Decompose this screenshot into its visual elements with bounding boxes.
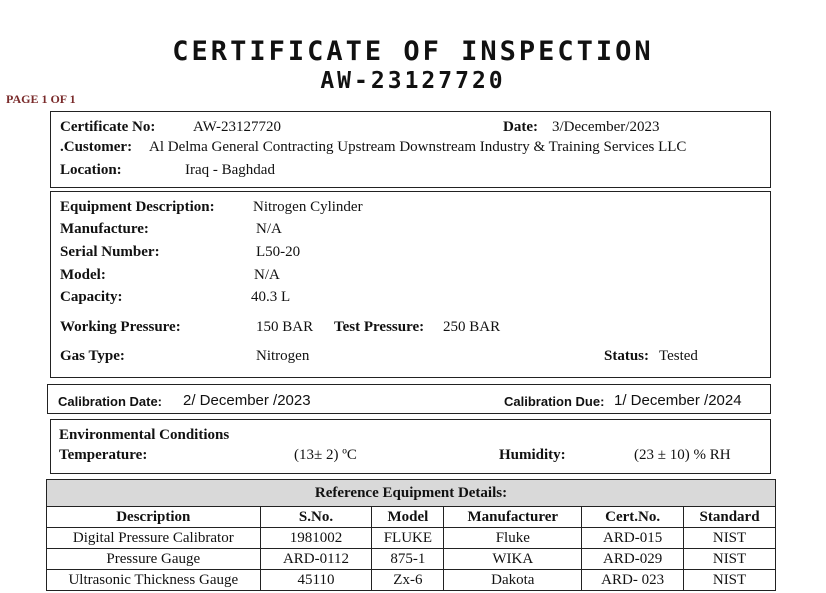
cell-cert-no: ARD-015	[582, 528, 684, 549]
customer-label: .Customer:	[60, 139, 133, 155]
cell-description: Pressure Gauge	[47, 549, 261, 570]
date-value: 3/December/2023	[552, 119, 660, 135]
col-serial-no: S.No.	[260, 507, 372, 528]
col-standard: Standard	[684, 507, 776, 528]
equipment-description-value: Nitrogen Cylinder	[253, 199, 363, 215]
test-pressure-value: 250 BAR	[443, 319, 501, 335]
location-value: Iraq - Baghdad	[185, 162, 275, 178]
certificate-code: AW-23127720	[320, 68, 506, 94]
cell-serial-no: 1981002	[260, 528, 372, 549]
test-pressure-label: Test Pressure:	[334, 319, 425, 335]
working-pressure-value: 150 BAR	[256, 319, 314, 335]
calibration-due-value: 1/ December /2024	[614, 392, 742, 409]
manufacture-label: Manufacture:	[60, 221, 149, 237]
temperature-label: Temperature:	[59, 447, 148, 463]
model-label: Model:	[60, 267, 106, 283]
cell-serial-no: ARD-0112	[260, 549, 372, 570]
serial-number-label: Serial Number:	[60, 244, 160, 260]
certificate-title: CERTIFICATE OF INSPECTION	[172, 36, 654, 67]
cell-standard: NIST	[684, 528, 776, 549]
reference-equipment-table	[46, 479, 776, 591]
working-pressure-label: Working Pressure:	[60, 319, 181, 335]
calibration-date-label: Calibration Date:	[58, 394, 163, 409]
model-value: N/A	[254, 267, 280, 283]
status-label: Status:	[604, 348, 650, 364]
location-label: Location:	[60, 162, 122, 178]
cell-manufacturer: Fluke	[444, 528, 582, 549]
reference-heading: Reference Equipment Details:	[47, 480, 776, 507]
table-row	[47, 570, 776, 591]
reference-heading-row	[47, 480, 776, 507]
cell-serial-no: 45110	[260, 570, 372, 591]
cell-description: Digital Pressure Calibrator	[47, 528, 261, 549]
calibration-due-label: Calibration Due:	[504, 394, 605, 409]
customer-value: Al Delma General Contracting Upstream Downstream Industry & Training Services LLC	[149, 139, 687, 155]
capacity-label: Capacity:	[60, 289, 123, 305]
date-label: Date:	[503, 119, 538, 135]
cell-manufacturer: WIKA	[444, 549, 582, 570]
col-manufacturer: Manufacturer	[444, 507, 582, 528]
cell-cert-no: ARD- 023	[582, 570, 684, 591]
cell-model: 875-1	[372, 549, 444, 570]
cell-model: Zx-6	[372, 570, 444, 591]
humidity-value: (23 ± 10) % RH	[634, 447, 731, 463]
manufacture-value: N/A	[256, 221, 282, 237]
environment-heading: Environmental Conditions	[59, 427, 230, 443]
gas-type-value: Nitrogen	[256, 348, 310, 364]
cell-description: Ultrasonic Thickness Gauge	[47, 570, 261, 591]
cell-standard: NIST	[684, 570, 776, 591]
gas-type-label: Gas Type:	[60, 348, 125, 364]
cell-cert-no: ARD-029	[582, 549, 684, 570]
cert-no-label: Certificate No:	[60, 119, 156, 135]
temperature-value: (13± 2) ºC	[294, 447, 357, 463]
cert-no-value: AW-23127720	[193, 119, 281, 135]
table-header-row	[47, 507, 776, 528]
humidity-label: Humidity:	[499, 447, 566, 463]
cell-model: FLUKE	[372, 528, 444, 549]
capacity-value: 40.3 L	[251, 289, 291, 305]
status-value: Tested	[659, 348, 698, 364]
equipment-description-label: Equipment Description:	[60, 199, 215, 215]
col-model: Model	[372, 507, 444, 528]
col-cert-no: Cert.No.	[582, 507, 684, 528]
serial-number-value: L50-20	[256, 244, 301, 260]
calibration-date-value: 2/ December /2023	[183, 392, 311, 409]
table-row	[47, 549, 776, 570]
col-description: Description	[47, 507, 261, 528]
page-indicator: PAGE 1 OF 1	[6, 92, 76, 106]
cell-manufacturer: Dakota	[444, 570, 582, 591]
cell-standard: NIST	[684, 549, 776, 570]
table-row	[47, 528, 776, 549]
